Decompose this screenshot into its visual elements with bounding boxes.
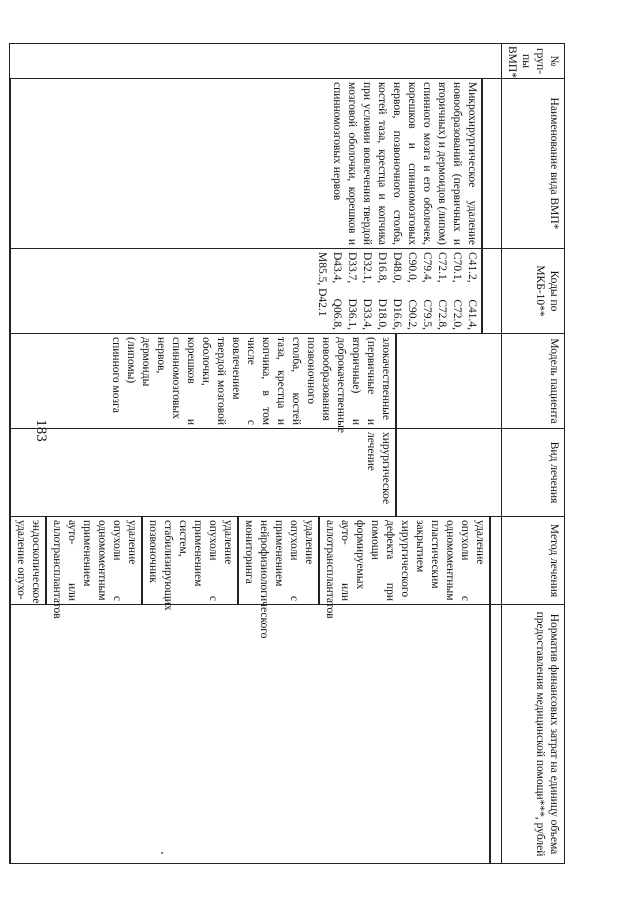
method-item: удаление опухоли с применением систем, стабилизирующих позвоночник bbox=[142, 517, 238, 604]
table-header-row bbox=[502, 44, 565, 864]
header-codes: Коды по МКБ-10** bbox=[502, 249, 565, 334]
cell-name bbox=[10, 79, 502, 249]
method-item: удаление опухоли с применением нейрофизиологического мониторинга bbox=[238, 517, 319, 604]
cell-codes bbox=[10, 249, 502, 334]
header-model: Модель пациента bbox=[502, 334, 565, 429]
table-row bbox=[10, 44, 502, 864]
cell-treatment bbox=[10, 429, 502, 517]
header-method: Метод лечения bbox=[502, 517, 565, 605]
cell-cost bbox=[10, 605, 502, 864]
icd-codes: C41.2, C41.4, C70.1, C72.0, C72.1, C72.8, C79.4, C79.5, C90.0, C90.2, D48.0, D16.6, D16.8, D18.0, D32.1, D33.4, D33.7, D36.1, D43.4, Q06.8, M85.5, D42.1 bbox=[10, 249, 482, 333]
vmp-table bbox=[9, 43, 565, 864]
method-item: эндоскопическое удаление опухо- bbox=[10, 517, 46, 604]
vmp-name: Микрохирургическое удаление новообразований (первичных и вторичных) и дермоидов (липом) спинного мозга и его оболочек, корешков и спинномозговых нервов, позвоночного столба, костей таза, крестца и копчика при условии вовлечения твердой мозговой оболочки, корешков и спинномозговых нервов bbox=[10, 79, 482, 248]
header-cost: Норматив финансовых затрат на единицу объема предоставления медицинской помощи***, рублей bbox=[502, 605, 565, 864]
header-treatment: Вид лечения bbox=[502, 429, 565, 517]
header-group: № груп-пы ВМП* bbox=[502, 44, 565, 79]
page-number: 183 bbox=[32, 419, 49, 442]
header-name: Наименование вида ВМП* bbox=[502, 79, 565, 249]
cell-group bbox=[10, 44, 502, 79]
method-item: удаление опухоли с одномоментным пластическим закрытием хирургического дефекта при помощи формируемых ауто- или аллотрансплантатов bbox=[319, 517, 490, 604]
patient-model: злокачественные (первичные и вторичные) и доброкачественные новообразования позвоночного столба, костей таза, крестца и копчика, в том числе с вовлечением твердой мозговой оболочки, корешков и спинномозговых нервов, дермоиды (липомы) спинного мозга bbox=[10, 334, 396, 428]
method-item: удаление опухоли с одномоментным применением ауто- или аллотрансплантатов bbox=[46, 517, 142, 604]
treatment-type: хирургическое лечение bbox=[10, 429, 396, 516]
scan-speck bbox=[161, 852, 163, 854]
cell-method bbox=[10, 517, 502, 639]
